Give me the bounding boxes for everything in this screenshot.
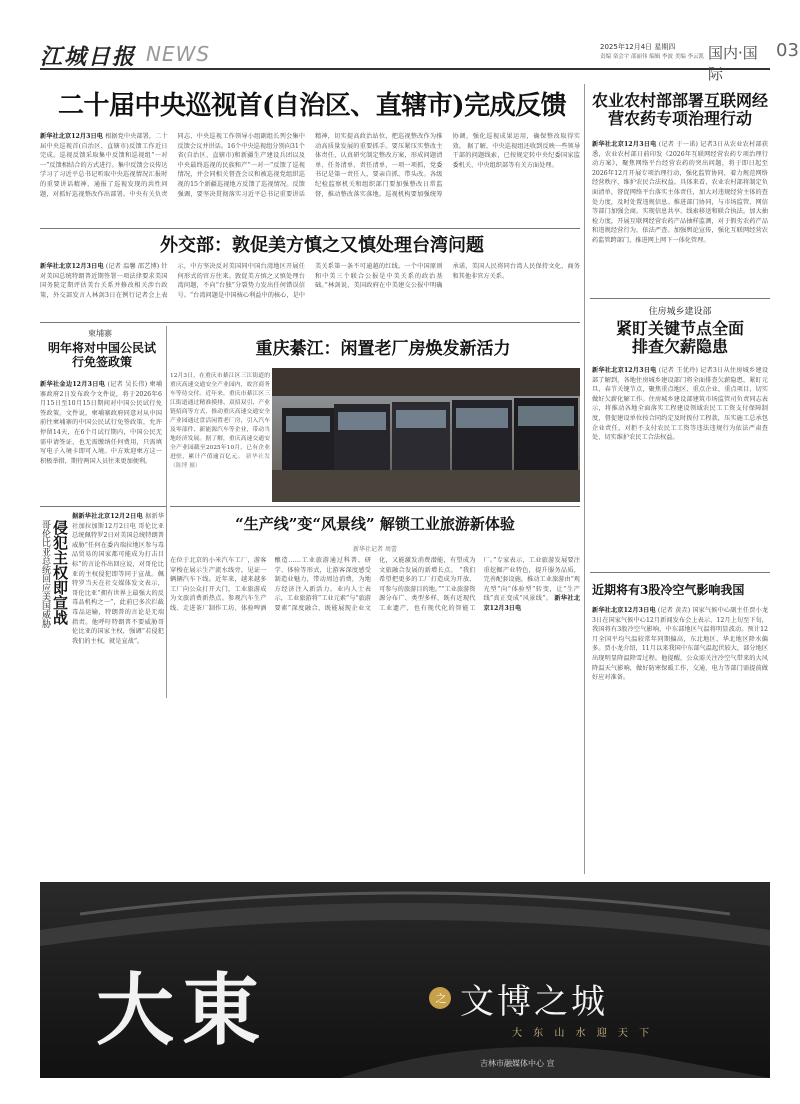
section-label: 国内·国际 <box>708 44 758 83</box>
cold-headline: 近期将有3股冷空气影响我国 <box>592 583 745 597</box>
visa-body: 柬埔寨政府2日发布政令文件说，将于2026年6月15日至10月15日期间对中国公民试行免签政策。文件说，柬埔寨政府同意对从中国前往柬埔寨的中国公民试行免签政策，允许停留14天，在6个月试行期内，中国公民无需申请签证，也无需缴纳任何费用，只需填写电子入境卡即可入境。中方欢迎柬方这一积极举措，期待两国人员往来更加便利。 <box>40 381 162 465</box>
divider <box>40 322 580 323</box>
taiwan-byline: 新华社北京12月3日电 <box>40 263 104 270</box>
editor-credits: 责编 栾会宇 邵丽伟 编辑 李波 美编 李云凯 <box>600 54 704 60</box>
housing-byline: 新华社北京12月3日电 <box>592 367 657 374</box>
visa-kicker: 柬埔寨 <box>88 329 112 338</box>
agri-headline: 农业农村部部署互联网经营农药专项治理行动 <box>592 91 769 129</box>
lead-body: 根据党中央部署，二十届中央巡视首(自治区、直辖市)反馈工作近日完成。巡视反馈采取集中反馈和巡视组“一对一”反馈相结合的方式进行。集中反馈会议传达学习了习近平总书记听取中央巡视情况汇报时的重要讲话精神，通报了巡视发现的共性问题，对抓好巡视整改作出部署。中央有关负责同志、中央巡视工作领导小组副组长列会集中反馈会议并讲话。16个中央巡视组分别向31个省(自治区、直辖市)和新疆生产建设兵团以及中央最终巡视的民族和产“一对一”反馈了巡视情况，并会同相关督查会议和被巡视党组织巡视的15个新疆巡视地方反馈了巡视情况。反馈强调，要坚决贯彻落实习近平总书记重要讲话精神，切实提高政治站位，把巡视整改作为推动高质量发展的重要抓手。要压紧压实整改主体责任，认真研究制定整改方案，形成问题清单、任务清单、责任清单，一项一项抓，党委书记是第一责任人，要亲自抓、带头改。各级纪检监察机关和组织部门要加强整改日常监督，推动整改落实落地。巡视机构要加强统筹协调，强化巡视成果运用，确保整改取得实效。 <box>40 133 580 198</box>
agri-body: 记者3日从农业农村部获悉，农业农村部日前印发《2026年互联网经营农药专项治理行动方案》，聚焦网络平台经营农药的突出问题，将于即日起至2026年12月开展专项治理行动，强化监管协同，着力规范网络经营秩序，维护农民合法权益。具体来看，农业农村部将制定负面清单，督促网络平台落实主体责任，加大对违规经营主体的查处力度，及时处置违规信息。推进部门协同，与市场监管、网信等部门加强会商，实现信息共享、线索移送和联合执法。加大抽检力度，开展互联网经营农药产品抽样监测，对于假劣农药产品和违规经营行为，依法严查。加强舆论宣传，强化互联网经营农药监管跨部门，推进网上网下一体化管理。 <box>592 141 768 245</box>
page-number: 03 <box>776 40 799 61</box>
culture-city-banner <box>40 882 770 1078</box>
divider <box>590 572 770 573</box>
visa-reporter: (记者 吴长伟) <box>107 381 148 388</box>
news-wordmark: NEWS <box>146 42 211 66</box>
banner-zhi: 之 <box>435 992 447 1005</box>
banner-sponsor: 吉林市融媒体中心 宣 <box>480 1059 555 1068</box>
chongqing-caption-text: 12月3日，在重庆市綦江区三江街道的重庆高速交通安全产业园内，故宫商务车等待交付。近年来，重庆市綦江区三江街道通过精准摸排、双招双引、产业链招商等方式，推动重庆高速交通安全产业园通过盘活闲置老厂房，引入汽车及零部件、新能源汽车等企业，带动当地经济发展。据了解，重庆高速交通安全产业园截至2025年10月，已有企业进驻，累计产值逾百亿元。 <box>170 373 270 460</box>
issue-date: 2025年12月4日 星期四 <box>600 43 676 51</box>
taiwan-reporter: (记者 温馨 邵艺博) <box>105 263 160 270</box>
chongqing-photo <box>272 368 580 502</box>
colombia-headline: 侵犯主权即宣战 <box>51 520 69 625</box>
tourism-body-2: “我们希望把更多的工厂打造成为开放、可参与的旅游目的地。”“工业旅游资源分布广、类型多样，既有近现代工业遗产，也有现代化的智能工厂。”专家表示，工业旅游发展要注重挖掘产业特色，提升服务品质，完善配套设施，推动工业旅游由“观光型”向“体验型”转变，让“生产线”真正变成“风景线”。 <box>379 557 580 613</box>
tourism-footer: 新华社北京12月3日电 <box>483 595 580 613</box>
newspaper-logo: 江城日报 <box>40 44 137 70</box>
visa-headline: 明年将对中国公民试行免签政策 <box>48 341 157 369</box>
housing-reporter: (记者 王优玲) <box>658 367 698 374</box>
taiwan-article <box>40 262 580 320</box>
cold-article <box>592 606 768 868</box>
colombia-subheadline: 哥伦比亚总统回应美国威胁 <box>40 520 50 628</box>
banner-tagline: 大 东 山 水 迎 天 下 <box>512 1028 654 1039</box>
agri-reporter: (记者 于一诺) <box>658 141 698 148</box>
housing-kicker: 住房城乡建设部 <box>648 307 712 317</box>
divider <box>590 298 770 299</box>
visa-article <box>40 380 162 502</box>
truck-row <box>282 398 578 472</box>
column-divider <box>584 84 585 874</box>
chongqing-credit: 新华社发（陈博 摄） <box>170 453 270 469</box>
trucks-illustration <box>272 368 580 502</box>
divider <box>170 506 580 507</box>
column-divider <box>166 326 167 698</box>
colombia-article <box>72 512 164 696</box>
chongqing-headline: 重庆綦江：闲置老厂房焕发新活力 <box>255 339 511 359</box>
taiwan-headline: 外交部：敦促美方慎之又慎处理台湾问题 <box>160 235 484 256</box>
tourism-body: 在位于北京的小米汽车工厂，游客穿梭在展示生产流水线旁，见证一辆辆汽车下线。近年来，越来越多工厂向公众打开大门，工业旅游成为文旅消费新热点。参观汽车生产线、走进茶厂制作工坊、体验啤酒酿造……工业旅游通过科普、研学、体验等形式，让游客深度感受制造业魅力，带动周边消费，为地方经济注入新活力。业内人士表示，工业旅游将“工业元素”与“旅游要素”深度融合，既能展现企业文化，又能激发消费潜能，有望成为文旅融合发展的新增长点。 <box>170 557 476 613</box>
divider <box>40 228 580 229</box>
lead-headline: 二十届中央巡视首(自治区、直辖市)完成反馈 <box>58 91 567 121</box>
taiwan-body: 针对美国总统特朗普近期签署一项法律要求美国国务院定期评估美台关系并修改相关涉台政策，外交部发言人林剑3日在例行记者会上表示，中方坚决反对美国同中国台湾地区开展任何形式的官方往来。敦促美方慎之又慎处理台湾问题，不向“台独”分裂势力发出任何错误信号。“台湾问题是中国核心利益中的核心，是中美关系第一条不可逾越的红线。一个中国原则和中美三个联合公报是中美关系的政治基础。”林剑说，美国政府在中美建交公报中明确承诺，美国人民将同台湾人民保持文化、商务和其他非官方关系。 <box>40 263 580 299</box>
lead-byline: 新华社北京12月3日电 <box>40 133 104 140</box>
colombia-byline: 据新华社北京12月2日电 <box>72 513 143 520</box>
tourism-headline: “生产线”变“风景线” 解锁工业旅游新体验 <box>235 515 515 533</box>
tourism-article <box>170 556 580 698</box>
housing-headline: 紧盯关键节点全面排查欠薪隐患 <box>615 319 744 357</box>
banner-big-text: 大東 <box>96 965 269 1056</box>
cold-body: 国家气候中心副主任贾小龙3日在国家气候中心12月新闻发布会上表示，12月上旬至下旬，我国将有3股冷空气影响，中东部地区气温将明显波动。预计12月全国平均气温较常年同期偏高，东北地区、华北地区降水偏多。贾小龙介绍，11月以来我国中东部气温起伏较大，部分地区出现明显降温降雪过程。他提醒，公众需关注冷空气带来的大风降温天气影响，做好防寒保暖工作，交通、电力等部门需提前做好应对准备。 <box>592 607 768 682</box>
lead-article <box>40 132 580 222</box>
tourism-byline: 新华社记者 周蕾 <box>353 546 397 553</box>
colombia-body: 据新华社加拉加斯12月2日电 哥伦比亚总统佩特罗2日对美国总统特朗普威胁“任何在委内瑞拉地区参与毒品贸易的国家都可能成为打击目标”的言论作出回应说，对哥伦比亚的主权侵犯即等同于宣战。佩特罗当天在社交媒体发文表示，哥伦比亚“拥有世界上最强大的反毒品机构之一”，此前已多次拦截毒品运输，特朗普的言论是无端指责。他呼吁特朗普不要威胁哥伦比亚的国家主权，强调“若侵犯我们的主权，就是宣战”。 <box>72 513 164 645</box>
cold-reporter: (记者 黄垚) <box>657 607 691 614</box>
chongqing-caption <box>170 372 270 498</box>
banner-city-title: 文博之城 <box>460 982 608 1022</box>
visa-byline: 新华社金边12月3日电 <box>40 381 106 388</box>
cold-byline: 新华社北京12月3日电 <box>592 607 656 614</box>
agri-byline: 新华社北京12月3日电 <box>592 141 657 148</box>
masthead <box>40 38 799 83</box>
lead-body-2: 据了解，中央巡视组还收到反映一些领导干部的问题线索，已按规定转中央纪委国家监委机关、中央组织部等有关方面处理。 <box>452 142 580 169</box>
housing-body: 记者3日从住房城乡建设部了解到，各地住房城乡建设部门将全面排查欠薪隐患，紧盯元旦、春节关键节点，聚焦重点地区、重点企业、重点项目，切实做好欠薪化解工作。住房城乡建设部建筑市场监管司负责同志表示，将推动各地全面落实工程建设领域农民工工资支付保障制度，督促建设单位按合同约定及时拨付工程款，压实施工总承包企业责任，对拒不支付农民工工资等违法违规行为依法严肃查处，切实维护农民工合法权益。 <box>592 367 768 442</box>
housing-article <box>592 366 768 562</box>
agri-article <box>592 140 768 292</box>
divider <box>40 506 166 507</box>
